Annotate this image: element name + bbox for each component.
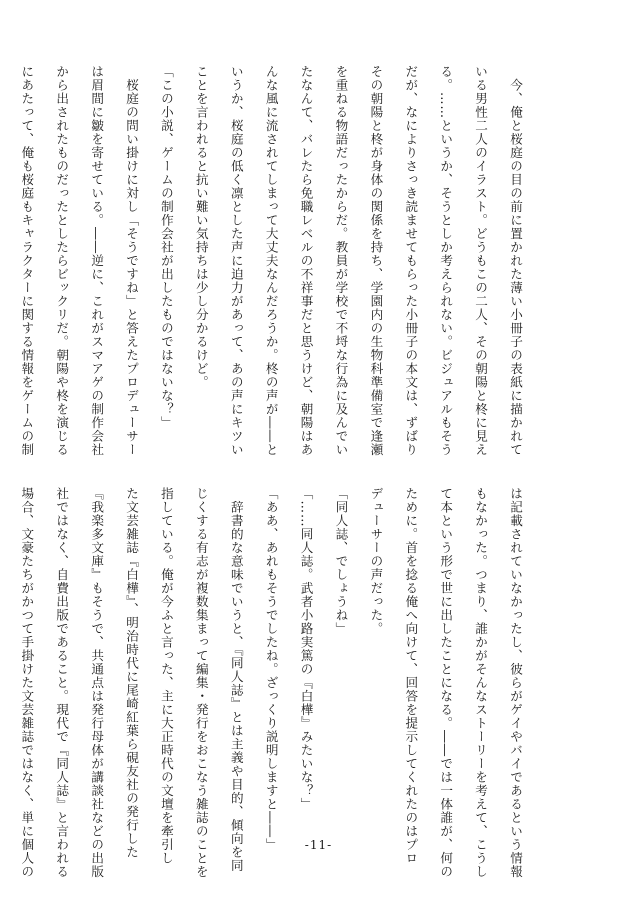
text-line: を重ねる物語だったからだ。教員が学校で不埒な行為に及んでい xyxy=(333,65,349,457)
text-line xyxy=(0,65,8,470)
text-line: 社ではなく、自費出版であること。現代で『同人誌』と言われる xyxy=(54,487,70,879)
text-line: は眉間に皺を寄せている。――逆に、これがスマアゲの制作会社 xyxy=(89,65,105,457)
text-line xyxy=(0,487,8,892)
text-line: は記載されていなかったし、彼らがゲイやバイであるという情報 xyxy=(508,487,523,879)
text-line: 「同人誌、でしょうね」 xyxy=(333,487,349,636)
text-line: 「この小説、ゲームの制作会社が出したものではないな？」 xyxy=(158,65,174,430)
text-line: 『我楽多文庫』もそうで、共通点は発行母体が講談社などの出版 xyxy=(89,487,105,879)
text-line: いうか、桜庭の低く凛とした声に迫力があって、あの声にキツい xyxy=(228,65,244,457)
text-line: んな風に流されてしまって大丈夫なんだろうか。柊の声が――と xyxy=(263,65,279,457)
text-line: 今、俺と桜庭の目の前に置かれた薄い小冊子の表紙に描かれて xyxy=(508,65,523,457)
text-block-upper xyxy=(0,65,532,470)
text-line: た文芸雑誌『白樺』、明治時代に尾崎紅葉ら硯友社の発行した xyxy=(124,487,140,859)
text-line: から出されたものだったとしたらビックリだ。朝陽や柊を演じる xyxy=(54,65,70,457)
text-line: いる男性二人のイラスト。どうもこの二人、その朝陽と柊に見え xyxy=(473,65,489,457)
text-line: たなんて、バレたら免職レベルの不祥事だと思うけど、朝陽はあ xyxy=(298,65,314,457)
text-line: て本という形で世に出したことになる。――では一体誰が、何の xyxy=(438,487,454,879)
text-line: じくする有志が複数集まって編集・発行をおこなう雑誌のことを xyxy=(193,487,209,879)
text-line: もなかった。つまり、誰かがそんなストーリーを考えて、こうし xyxy=(473,487,489,879)
text-line: ために。首を捻る俺へ向けて、回答を提示してくれたのはプロ xyxy=(403,487,419,865)
text-line: その朝陽と柊が身体の関係を持ち、学園内の生物科準備室で逢瀬 xyxy=(368,65,384,457)
page-number: -11- xyxy=(304,838,333,852)
text-line: 桜庭の問い掛けに対し「そうですね」と答えたプロデューサー xyxy=(124,65,140,457)
text-line: 指している。俺が今ふと言った、主に大正時代の文壇を牽引し xyxy=(158,487,174,865)
text-block-lower xyxy=(0,487,532,892)
text-line: だが、なによりさっき読ませてもらった小冊子の本文は、ずばり xyxy=(403,65,419,457)
text-line: 「ああ、あれもそうでしたね。ざっくり説明しますと――」 xyxy=(263,487,279,852)
text-line: 「……同人誌。武者小路実篤の『白樺』みたいな？」 xyxy=(298,487,314,811)
text-line: る。……というか、そうとしか考えられない。ビジュアルもそう xyxy=(438,65,454,457)
text-line: デューサーの声だった。 xyxy=(368,487,384,636)
text-line: 場合、文豪たちがかつて手掛けた文芸雑誌ではなく、単に個人の xyxy=(19,487,35,879)
text-line: ことを言われると抗い難い気持ちは少し分かるけど。 xyxy=(193,65,209,389)
text-line: 辞書的な意味でいうと、『同人誌』とは主義や目的、傾向を同 xyxy=(228,487,244,873)
text-line: にあたって、俺も桜庭もキャラクターに関する情報をゲームの制 xyxy=(19,65,35,457)
